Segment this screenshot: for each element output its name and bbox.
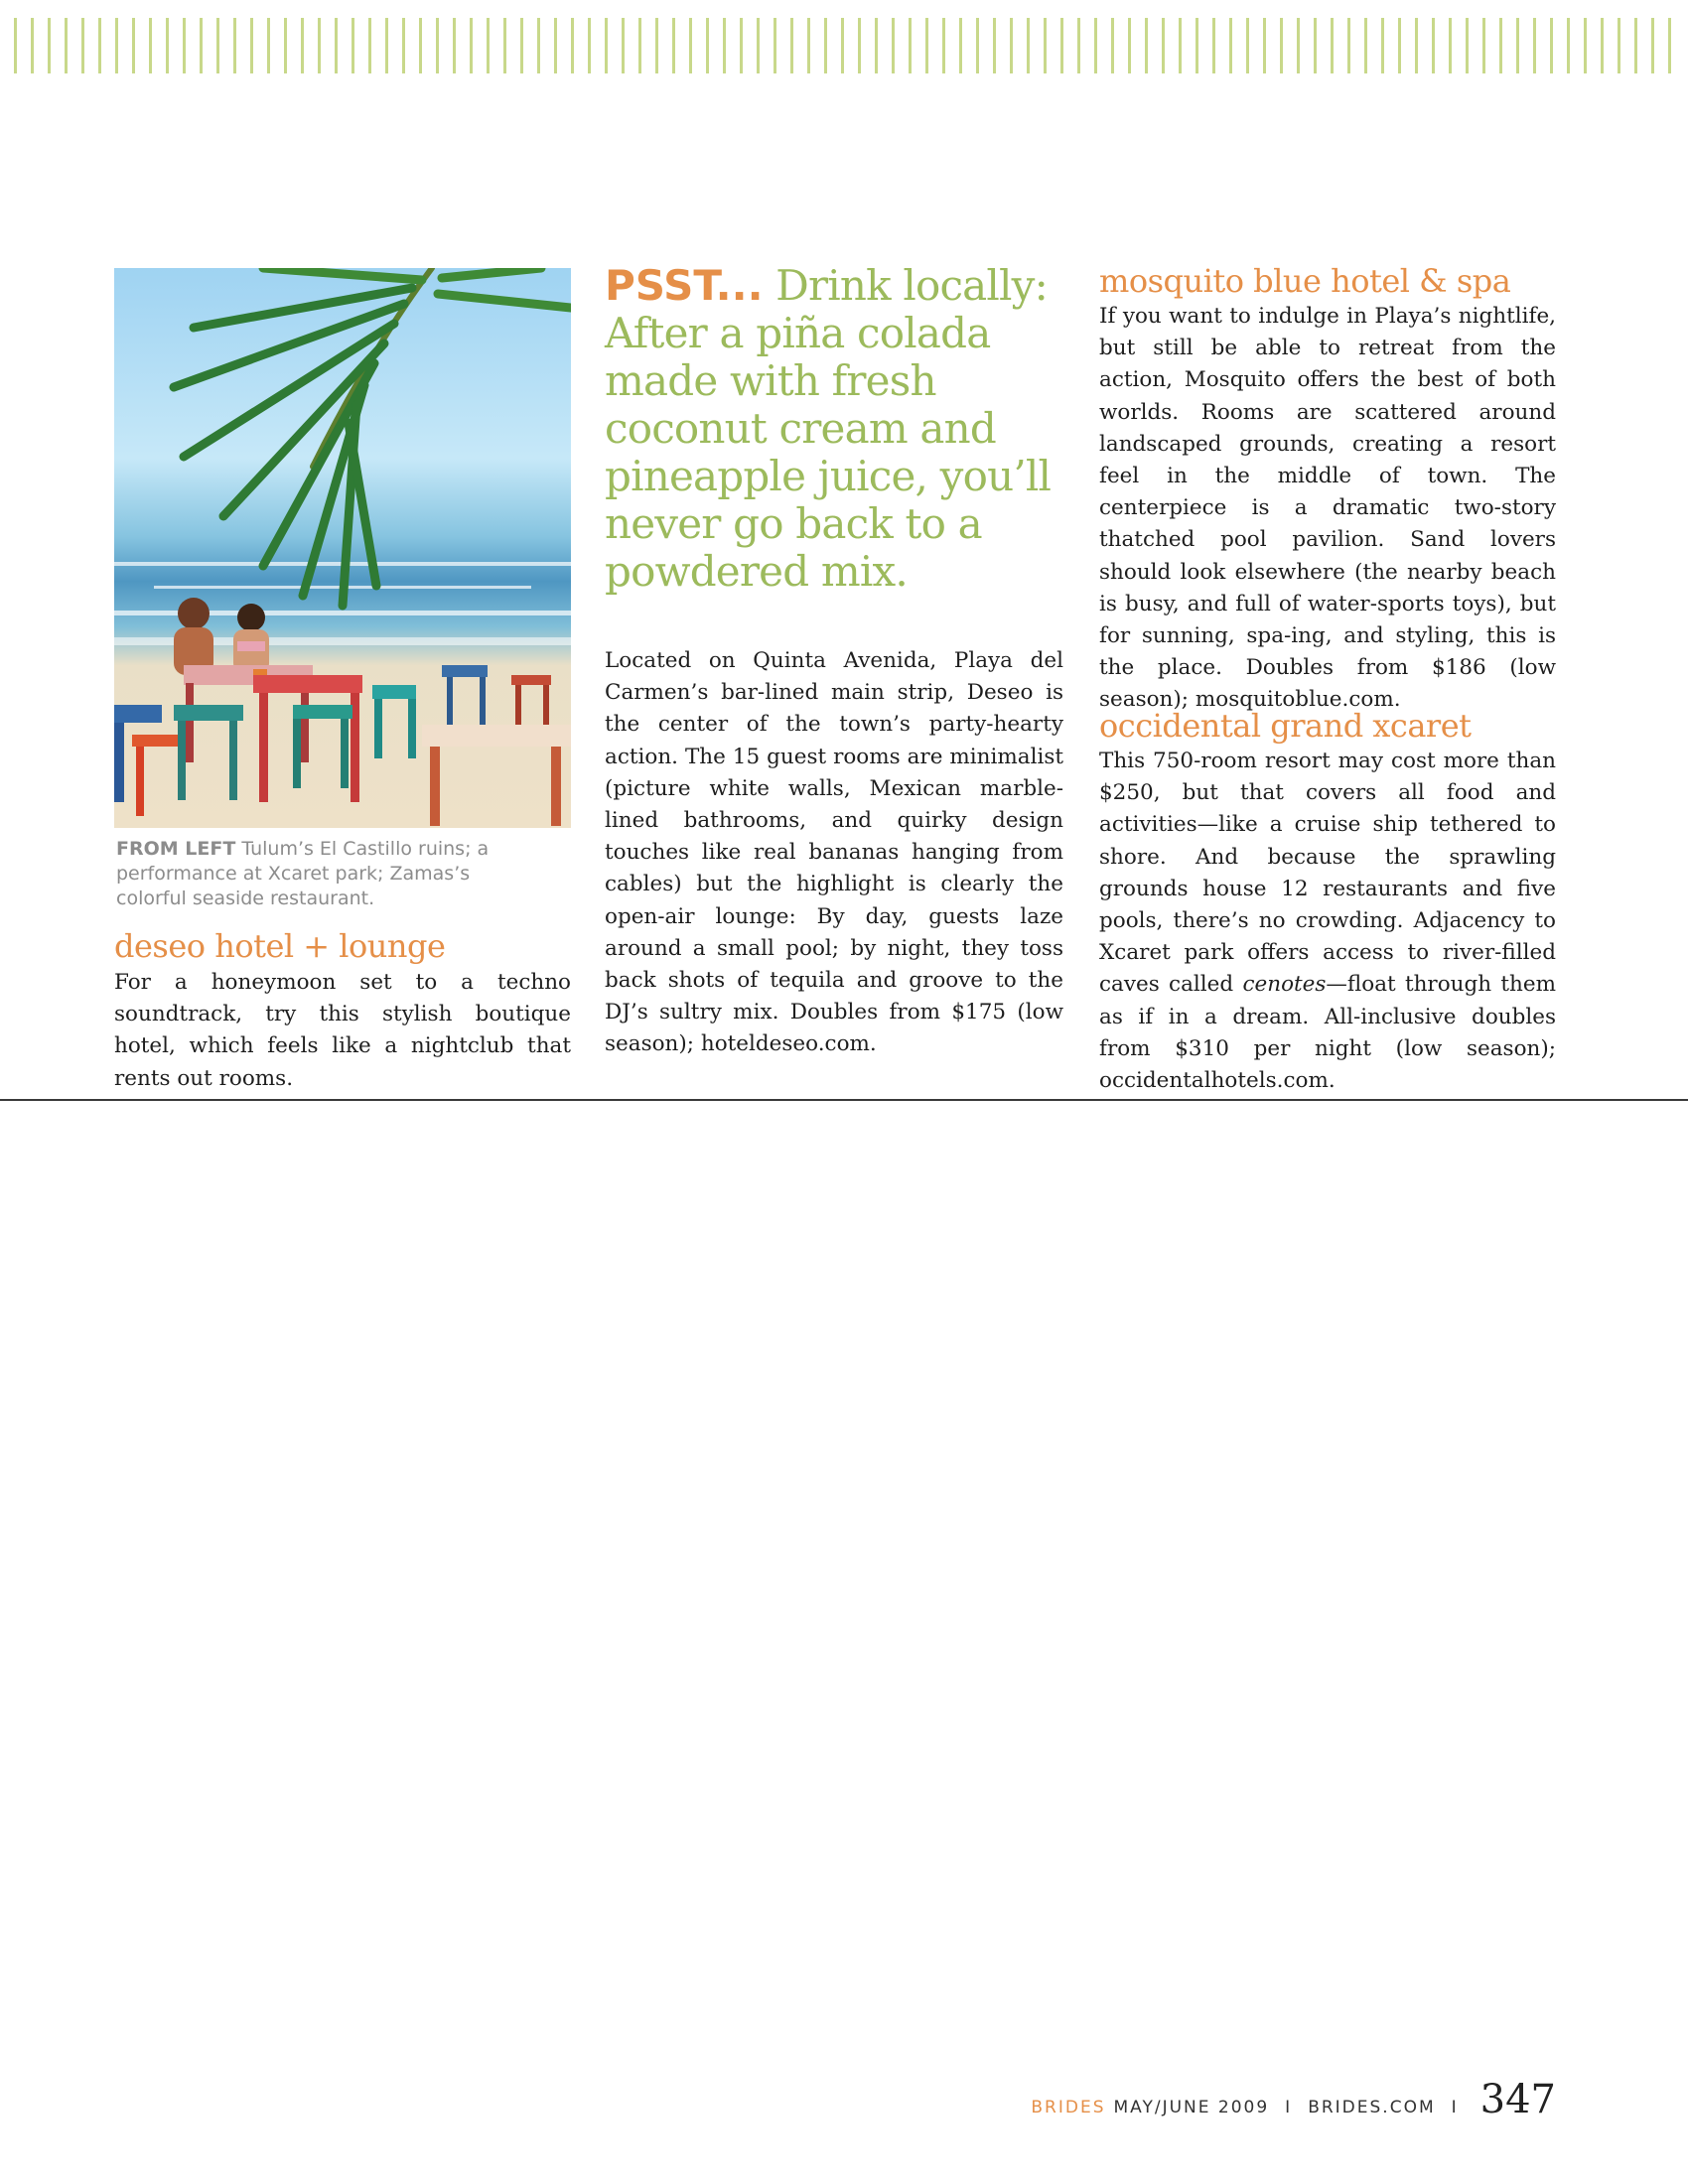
mosquito-body: If you want to indulge in Playa’s nightlife, but still be able to retreat from the action, Mosquito offers the best of both worlds. Rooms are scattered around landscaped grounds, creating a resort feel in the middle of town. The centerpiece is a dramatic two-story thatched pool pavilion. Sand lovers should look elsewhere (the nearby beach is busy, and full of water-sports toys), but for sunning, spa-ing, and styling, this is the place. Doubles from $186 (low season); mosquitoblue.com.: [1099, 304, 1556, 713]
psst-text: Drink locally: After a piña colada made with fresh coconut cream and pineapple juice, you’ll never go back to a powdered mix.: [605, 261, 1052, 596]
occidental-heading: occidental grand xcaret: [1099, 707, 1472, 745]
deseo-intro: For a honeymoon set to a techno soundtrack, try this stylish boutique hotel, which feels like a nightclub that rents out rooms.: [114, 970, 571, 1091]
occidental-body-before: This 750-room resort may cost more than $250, but that covers all food and activities—like a cruise ship tethered to shore. And because the sprawling grounds house 12 restaurants and five pools, there’s no crowding. Adjacency to Xcaret park offers access to river-filled caves called: [1099, 749, 1556, 998]
occidental-body-after: —float through them as if in a dream. All-inclusive doubles from $310 per night (low season); occidentalhotels.com.: [1099, 972, 1556, 1094]
psst-label: PSST...: [605, 261, 764, 310]
decorative-stripe-border: [14, 18, 1674, 73]
occidental-body-italic: cenotes: [1242, 972, 1327, 998]
horizontal-rule: [0, 1099, 1688, 1101]
footer-brand: BRIDES: [1031, 2098, 1106, 2117]
page-number: 347: [1479, 2077, 1556, 2122]
beach-restaurant-photo: [114, 268, 571, 828]
psst-callout: [605, 262, 1071, 596]
deseo-body: Located on Quinta Avenida, Playa del Carmen’s bar-lined main strip, Deseo is the center of the town’s party-hearty action. The 15 guest rooms are minimalist (picture white walls, Mexican marble-lined bathrooms, and quirky design touches like real bananas hanging from cables) but the highlight is clearly the open-air lounge: By day, guests laze around a small pool; by night, they toss back shots of tequila and groove to the DJ’s sultry mix. Doubles from $175 (low season); hoteldeseo.com.: [605, 648, 1063, 1057]
caption-text: Tulum’s El Castillo ruins; a performance at Xcaret park; Zamas’s colorful seaside restaurant.: [116, 838, 490, 909]
footer-issue: MAY/JUNE 2009: [1113, 2098, 1270, 2117]
mosquito-heading: mosquito blue hotel & spa: [1099, 262, 1511, 300]
caption-lead: FROM LEFT: [116, 838, 236, 860]
footer-separator-2: I: [1451, 2098, 1459, 2117]
photo-caption: [116, 837, 543, 911]
page-footer: [1031, 2077, 1556, 2122]
footer-separator: I: [1285, 2098, 1293, 2117]
occidental-body: [1099, 746, 1556, 1097]
footer-website: BRIDES.COM: [1308, 2098, 1436, 2117]
deseo-heading: deseo hotel + lounge: [114, 927, 446, 965]
